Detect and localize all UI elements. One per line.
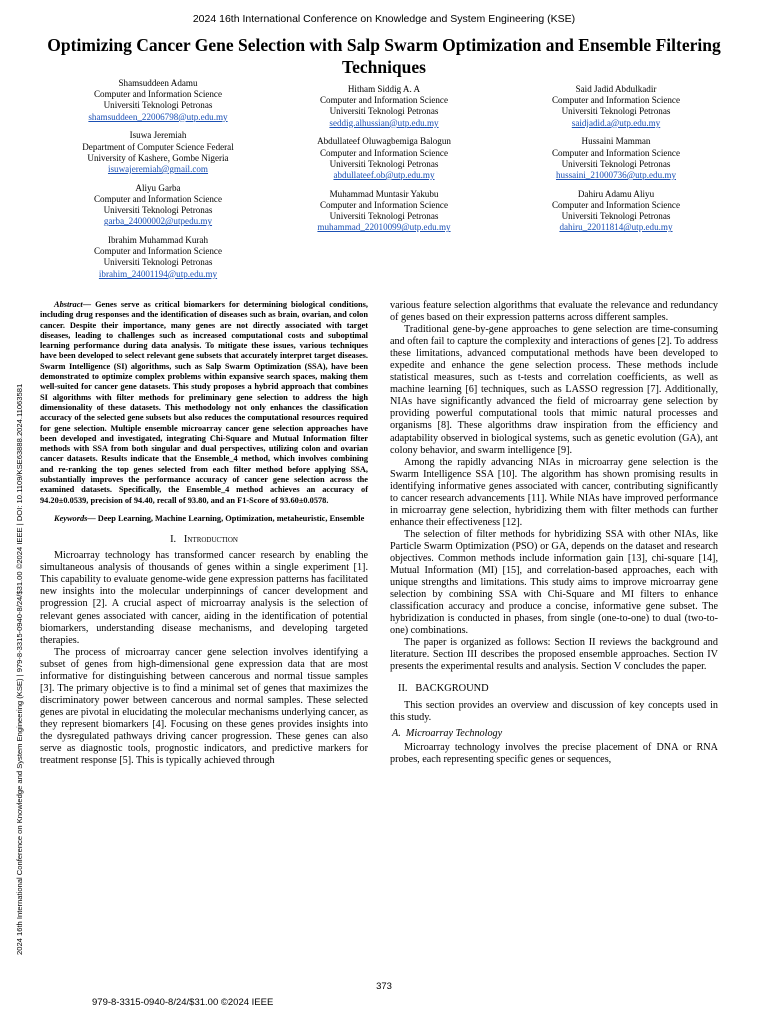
body-paragraph: The selection of filter methods for hybridizing SSA with other NIAs, like Particle Swarm Optimization (PSO) or GA, depends on the dataset and research objectives. Common methods include information gain [13], chi-square [14], Mutual Information (MI) [15], and correlation-based approaches, each with unique strengths and limitations. This study aims to improve microarray gene selection by combining SSA with Chi-Square and MI filters to enhance classification accuracy and produce a concise, informative gene subset. The hybridization is conducted in phases, from single (one-to-one) to dual (two-to-one) combinations.: [390, 528, 718, 637]
author-name: Said Jadid Abdulkadir: [575, 84, 657, 94]
subsection-paragraph: Microarray technology involves the precise placement of DNA or RNA probes, each representing specific genes or sequences,: [390, 741, 718, 765]
author-email[interactable]: shamsuddeen_22006798@utp.edu.my: [88, 111, 228, 122]
section-heading-introduction: [40, 534, 368, 546]
author-dept: Computer and Information Science: [319, 95, 449, 106]
author-org: Universiti Teknologi Petronas: [561, 106, 671, 117]
conference-header: 2024 16th International Conference on Knowledge and System Engineering (KSE): [192, 13, 576, 25]
author-name: Isuwa Jeremiah: [129, 130, 187, 141]
author-email[interactable]: ibrahim_24001194@utp.edu.my: [98, 268, 218, 279]
keywords-text: Deep Learning, Machine Learning, Optimization, metaheuristic, Ensemble: [95, 513, 365, 523]
author-block: [58, 235, 258, 280]
subsection-heading: [390, 728, 718, 740]
abstract: [40, 300, 368, 506]
author-name: Dahiru Adamu Aliyu: [577, 188, 655, 199]
author-email[interactable]: hussaini_21000736@utp.edu.my: [555, 169, 677, 180]
author-block: [284, 189, 484, 234]
author-dept: Computer and Information Science: [93, 246, 223, 257]
author-name: Aliyu Garba: [135, 182, 181, 193]
author-org: Universiti Teknologi Petronas: [103, 205, 213, 216]
author-block: [516, 84, 716, 129]
author-dept: Computer and Information Science: [93, 89, 223, 100]
intro-paragraph: The process of microarray cancer gene selection involves identifying a subset of genes from high-dimensional gene expression data that are most informative for distinguishing between cancerous and normal tissue samples [3]. The primary objective is to find a minimal set of genes that maximizes the discriminatory power between cancerous and normal samples. These selected genes are pivotal in elucidating the molecular mechanisms underlying cancer, as they represent biomarkers [4]. Focusing on these genes provides insights into the dysregulated pathways driving cancer progression. These genes can also serve as diagnostic tools, prognostic indicators, and predictive markers for treatment response [5]. This is typically achieved through: [40, 646, 368, 767]
author-dept: Computer and Information Science: [319, 147, 449, 158]
body-paragraph: The paper is organized as follows: Section II reviews the background and literature. Section III describes the proposed ensemble approaches. Section IV presents the experimental results and analysis. Section V concludes the paper.: [390, 637, 718, 673]
section-number: I.: [170, 534, 177, 546]
author-block: [284, 136, 484, 181]
author-block: [58, 78, 258, 123]
author-name: Shamsuddeen Adamu: [118, 78, 198, 88]
author-org: University of Kashere, Gombe Nigeria: [87, 152, 229, 163]
section-title: Introduction: [183, 534, 238, 546]
author-block: [516, 136, 716, 181]
section-title: BACKGROUND: [415, 683, 489, 695]
author-org: Universiti Teknologi Petronas: [561, 158, 671, 169]
background-paragraph: This section provides an overview and discussion of key concepts used in this study.: [390, 699, 718, 723]
author-name: Hitham Siddig A. A: [347, 84, 421, 94]
abstract-text: Genes serve as critical biomarkers for determining biological conditions, including drug responses and the identification of diseases such as brain, ovarian, and colon cancer. Despite their importance, many genes are not directly associated with target diseases, leading to challenges such as increased computational costs and suboptimal learning performance during data analysis. To mitigate these issues, various techniques have been developed to select relevant gene subsets that accurately interpret target diseases. Swarm Intelligence (SI) algorithms, such as Salp Swarm Optimization (SSA), have been demonstrated to optimize complex problems within expansive search spaces, making them well-suited for cancer gene datasets. This study proposes a hybrid approach that combines SI algorithms with filter methods for preliminary gene selection to address the high dimensionality of these datasets. This methodology not only enhances the classification accuracy of the selected gene subsets but also reduces the computational resources required for gene selection. Multiple ensemble microarray cancer gene selection approaches have been developed and investigated, integrating Chi-Square and Mutual Information filter methods with SSA from both singular and dual perspectives, utilizing colon and ovarian cancer datasets. Results indicate that the Ensemble_4 method, which involves combining and re-ranking the top genes selected from each filter method before applying SSA, substantially improves the performance accuracy of cancer gene selection across the examined datasets. Specifically, the Ensemble_4 method achieves an accuracy of 94.20±0.0539, precision of 94.40, recall of 93.80, and an F1-Score of 93.60±0.0578.: [40, 300, 368, 505]
intro-paragraph: Microarray technology has transformed cancer research by enabling the simultaneous analysis of thousands of genes within a single experiment [1]. This capability to evaluate genome-wide gene expression patterns has facilitated new insights into the molecular underpinnings of cancer development and progression [2]. A crucial aspect of microarray analysis is the selection of relevant genes associated with cancer, aiding in the identification of potential biomarkers, understanding disease mechanisms, and developing targeted therapies.: [40, 550, 368, 646]
author-org: Universiti Teknologi Petronas: [103, 100, 213, 111]
keywords: [40, 514, 368, 524]
author-dept: Computer and Information Science: [551, 199, 681, 210]
author-email[interactable]: abdullateef.ob@utp.edu.my: [333, 169, 435, 180]
author-email[interactable]: seddig.alhussian@utp.edu.my: [329, 117, 439, 128]
abstract-lead: Abstract—: [54, 300, 92, 309]
author-dept: Department of Computer Science Federal: [82, 141, 234, 152]
author-name: Hussaini Mamman: [581, 136, 651, 147]
author-email[interactable]: muhammad_22010099@utp.edu.my: [317, 222, 451, 233]
page-number: 373: [376, 981, 392, 992]
authors-middle-column: [284, 84, 484, 241]
doi-sidebar: 2024 16th International Conference on Knowledge and System Engineering (KSE) | 979-8-3315-0940-8/24/$31.00 ©2024 IEEE | DOI: 10.1109/KSE63888.2024.11063581: [15, 383, 24, 955]
author-email[interactable]: dahiru_22011814@utp.edu.my: [559, 222, 673, 233]
author-email[interactable]: saidjadid.a@utp.edu.my: [571, 117, 661, 128]
authors-left-column: [58, 78, 258, 287]
author-name: Ibrahim Muhammad Kurah: [107, 234, 208, 245]
author-name: Abdullateef Oluwagbemiga Balogun: [317, 136, 451, 147]
body-paragraph: Among the rapidly advancing NIAs in microarray gene selection is the Swarm Intelligence SSA [10]. The algorithm has shown promising results in identifying informative genes associated with cancer, contributing significantly to cancer research advancements [11]. While NIAs have improved performance in microarray gene selection, hybridizing them with filter methods can further enhance their effectiveness [12].: [390, 456, 718, 528]
author-block: [58, 130, 258, 175]
left-text-column: [40, 300, 368, 767]
author-org: Universiti Teknologi Petronas: [103, 257, 213, 268]
keywords-lead: Keywords—: [54, 513, 96, 523]
author-email[interactable]: isuwajeremiah@gmail.com: [107, 163, 209, 174]
author-org: Universiti Teknologi Petronas: [329, 211, 439, 222]
author-block: [284, 84, 484, 129]
section-heading-background: [390, 683, 718, 695]
author-dept: Computer and Information Science: [93, 193, 223, 204]
author-org: Universiti Teknologi Petronas: [329, 158, 439, 169]
author-org: Universiti Teknologi Petronas: [329, 106, 439, 117]
right-text-column: [390, 300, 718, 766]
author-block: [58, 183, 258, 228]
author-dept: Computer and Information Science: [551, 95, 681, 106]
author-dept: Computer and Information Science: [319, 199, 449, 210]
author-name: Muhammad Muntasir Yakubu: [329, 188, 439, 199]
author-block: [516, 189, 716, 234]
author-email[interactable]: garba_24000002@utpedu.my: [103, 216, 213, 227]
authors-right-column: [516, 84, 716, 241]
author-org: Universiti Teknologi Petronas: [561, 211, 671, 222]
body-paragraph: various feature selection algorithms that evaluate the relevance and redundancy of genes based on their expression patterns across different samples.: [390, 300, 718, 324]
section-number: II.: [398, 683, 408, 695]
footer-copyright: 979-8-3315-0940-8/24/$31.00 ©2024 IEEE: [92, 997, 274, 1008]
subsection-title: Microarray Technology: [405, 727, 503, 739]
subsection-number: A.: [392, 727, 401, 739]
author-dept: Computer and Information Science: [551, 147, 681, 158]
paper-title: Optimizing Cancer Gene Selection with Salp Swarm Optimization and Ensemble Filtering Techniques: [47, 35, 721, 77]
body-paragraph: Traditional gene-by-gene approaches to gene selection are time-consuming and often fail to capture the complexity and interactions of genes [2]. To address these limitations, advanced computational methods have been developed to expedite and enhance the gene selection process. These methods include statistical measures, such as t-tests and correlation coefficients, as well as machine learning [6] techniques, such as LASSO regression [7]. Additionally, NIAs have significantly advanced the field of microarray gene selection by providing powerful computational tools that mimic natural processes and organisms [8]. These algorithms draw inspiration from the efficiency and adaptability observed in biological systems, such as genetic evolution (GA), ant colony behavior, and swarm intelligence [9].: [390, 324, 718, 456]
